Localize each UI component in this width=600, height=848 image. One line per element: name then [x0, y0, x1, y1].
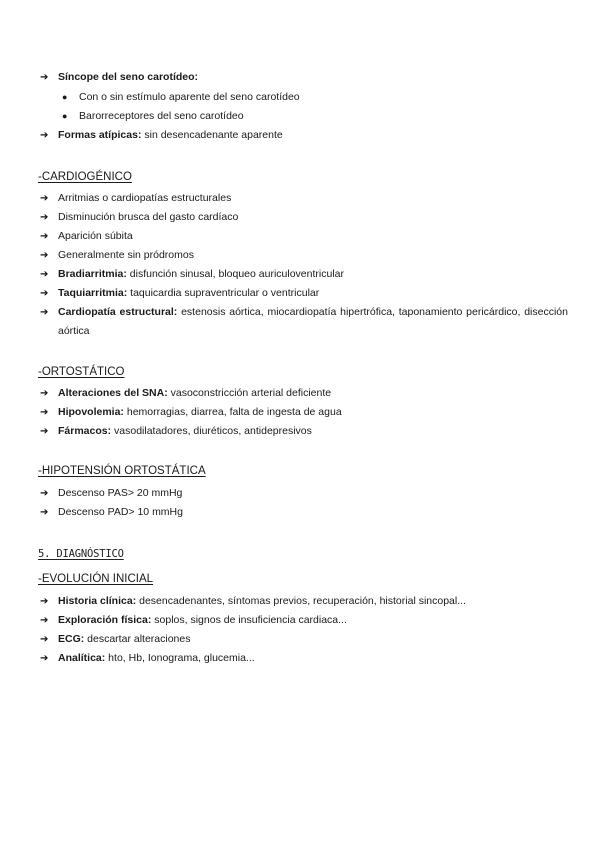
arrow-icon: ➔	[40, 288, 49, 299]
item-bold-label: Alteraciones del SNA:	[58, 387, 168, 399]
item-text: vasodilatadores, diuréticos, antidepresivos	[111, 425, 312, 437]
arrow-icon: ➔	[40, 250, 49, 261]
arrow-icon: ➔	[40, 634, 49, 645]
arrow-icon: ➔	[40, 72, 49, 83]
item-text: Generalmente sin pródromos	[58, 249, 194, 261]
item-bold-label: Formas atípicas:	[58, 129, 142, 141]
subsection-heading: -EVOLUCIÓN INICIAL	[38, 573, 154, 585]
arrow-icon: ➔	[40, 212, 49, 223]
item-text: taquicardia supraventricular o ventricular	[127, 287, 320, 299]
item-text: hto, Hb, Ionograma, glucemia...	[105, 652, 255, 664]
item-bold-label: ECG:	[58, 633, 85, 645]
arrow-icon: ➔	[40, 269, 49, 280]
item-text: Disminución brusca del gasto cardíaco	[58, 211, 239, 223]
item-text: disfunción sinusal, bloqueo auriculoventricular	[126, 268, 344, 280]
item-bold-label: Exploración física:	[58, 614, 152, 626]
arrow-icon: ➔	[40, 615, 49, 626]
item-text: Descenso PAD> 10 mmHg	[58, 506, 183, 518]
sub-item-text: Barorreceptores del seno carotídeo	[79, 110, 244, 122]
bullet-icon: ●	[62, 92, 68, 102]
sub-item-text: Con o sin estímulo aparente del seno carotídeo	[79, 91, 300, 103]
arrow-icon: ➔	[40, 488, 49, 499]
item-bold-label: Historia clínica:	[58, 595, 137, 607]
bullet-icon: ●	[62, 111, 68, 121]
subsection-heading: -ORTOSTÁTICO	[38, 366, 125, 378]
item-text: vasoconstricción arterial deficiente	[167, 387, 332, 399]
arrow-icon: ➔	[40, 130, 49, 141]
item-bold-label: Fármacos:	[58, 425, 112, 437]
item-text: sin desencadenante aparente	[141, 129, 283, 141]
item-text: estenosis aórtica, miocardiopatía hipertrófica, taponamiento pericárdico, disección aórtica	[58, 306, 568, 337]
item-text: descartar alteraciones	[84, 633, 191, 645]
arrow-icon: ➔	[40, 388, 49, 399]
item-text: hemorragias, diarrea, falta de ingesta de agua	[123, 406, 342, 418]
arrow-icon: ➔	[40, 407, 49, 418]
arrow-icon: ➔	[40, 307, 49, 318]
arrow-icon: ➔	[40, 507, 49, 518]
item-bold-label: Hipovolemia:	[58, 406, 124, 418]
item-text: soplos, signos de insuficiencia cardiaca...	[151, 614, 347, 626]
item-bold-label: Analítica:	[58, 652, 106, 664]
arrow-icon: ➔	[40, 426, 49, 437]
item-bold-label: Taquiarritmia:	[58, 287, 128, 299]
item-bold-label: Bradiarritmia:	[58, 268, 127, 280]
subsection-heading: -HIPOTENSIÓN ORTOSTÁTICA	[38, 465, 206, 477]
arrow-icon: ➔	[40, 653, 49, 664]
item-text: desencadenantes, síntomas previos, recuperación, historial sincopal...	[136, 595, 466, 607]
section-title: 5. DIAGNÓSTICO	[38, 548, 124, 560]
subsection-heading: -CARDIOGÉNICO	[38, 171, 132, 183]
item-text: Descenso PAS> 20 mmHg	[58, 487, 183, 499]
arrow-icon: ➔	[40, 231, 49, 242]
item-text: Aparición súbita	[58, 230, 133, 242]
item-text: Arritmias o cardiopatías estructurales	[58, 192, 232, 204]
item-bold-label: Cardiopatía estructural:	[58, 306, 178, 318]
item-bold-label: Síncope del seno carotídeo:	[58, 71, 199, 83]
arrow-icon: ➔	[40, 596, 49, 607]
arrow-icon: ➔	[40, 193, 49, 204]
